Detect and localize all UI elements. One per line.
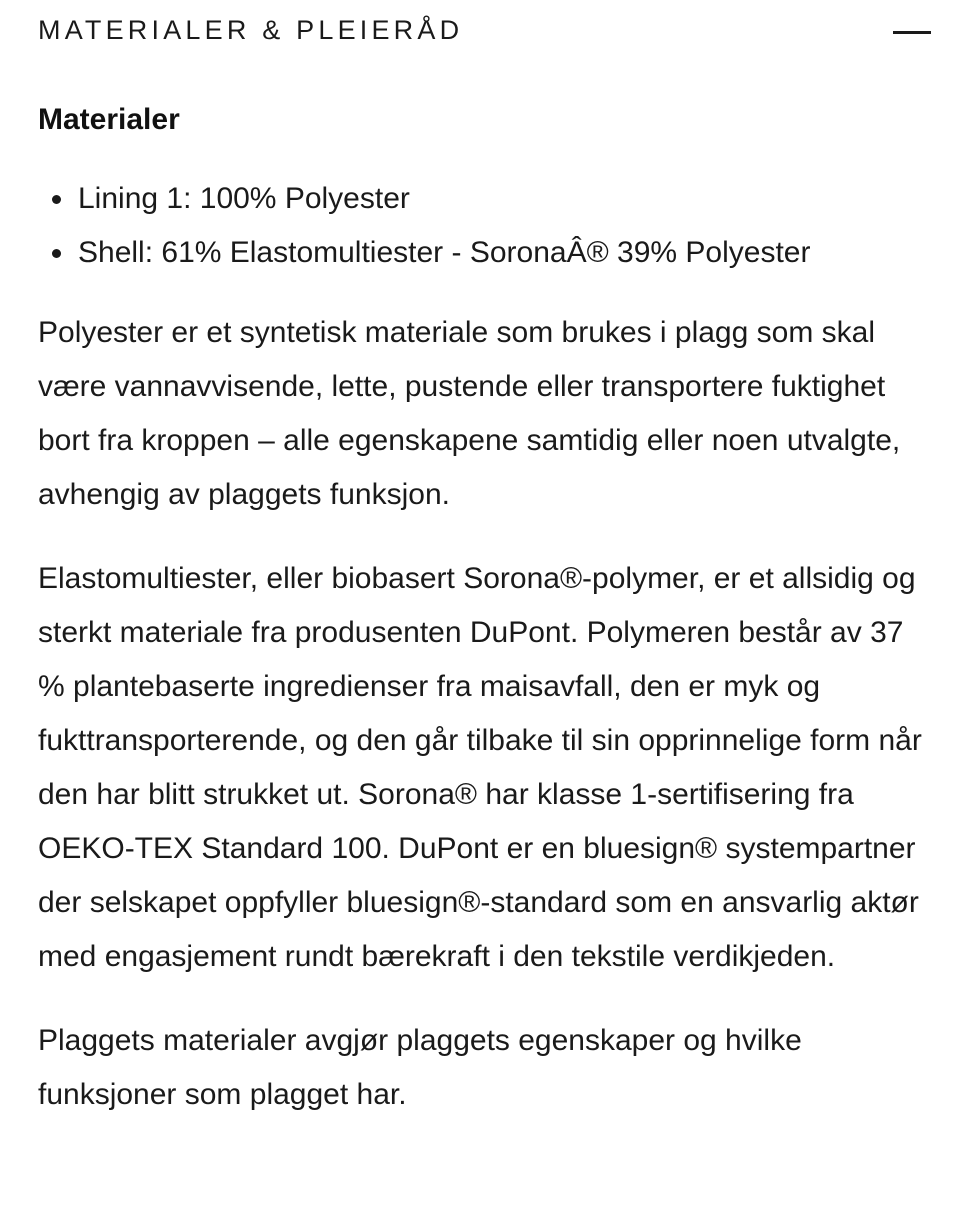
elastomultiester-description: Elastomultiester, eller biobasert Sorona®-polymer, er et allsidig og sterkt materiale fra produsenten DuPont. Polymeren består av 37 % plantebaserte ingredienser fra maisavfall, den er myk og fukttransporterende, og den går tilbake til sin opprinnelige form når den har blitt strukket ut. Sorona® har klasse 1-sertifisering fra OEKO-TEX Standard 100. DuPont er en bluesign® systempartner der selskapet oppfyller bluesign®-standard som en ansvarlig aktør med engasjement rundt bærekraft i den tekstile verdikjeden.	[38, 562, 922, 973]
accordion-body	[38, 62, 922, 1122]
minus-icon-bar	[893, 31, 931, 34]
materials-heading: Materialer	[38, 103, 180, 136]
materials-summary: Plaggets materialer avgjør plaggets egenskaper og hvilke funksjoner som plagget har.	[38, 1024, 802, 1111]
polyester-description: Polyester er et syntetisk materiale som brukes i plagg som skal være vannavvisende, lette, pustende eller transportere fuktighet bort fra kroppen – alle egenskapene samtidig eller noen utvalgte, avhengig av plaggets funksjon.	[38, 316, 901, 511]
minus-icon[interactable]	[892, 20, 932, 44]
accordion-title: MATERIALER & PLEIERÅD	[38, 14, 464, 45]
material-list	[38, 172, 922, 280]
list-item: • Shell: 61% Elastomultiester - SoronaÂ® 39% Polyester	[76, 226, 922, 280]
list-item: • Lining 1: 100% Polyester	[76, 172, 922, 226]
accordion-header[interactable]	[38, 0, 922, 62]
